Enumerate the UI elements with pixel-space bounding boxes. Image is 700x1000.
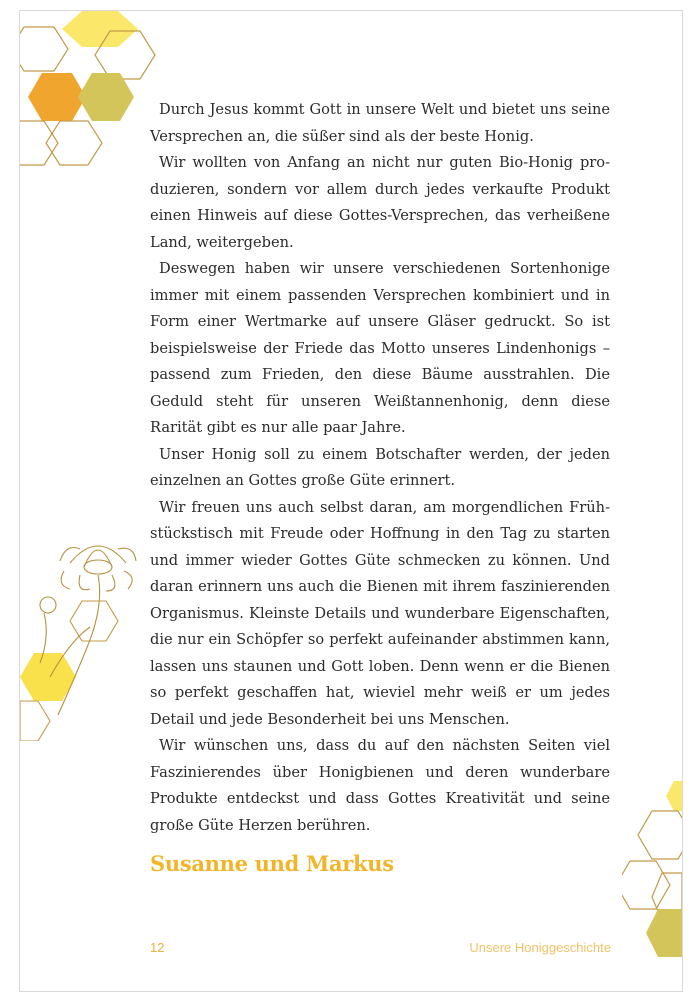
signature: Susanne und Markus — [150, 851, 394, 876]
paragraph: Wir wollten von Anfang an nicht nur guten Bio-Honig produzieren, sondern vor allem durch jedes verkaufte Produkt einen Hinweis auf diese Gottes-Versprechen, das verheißene Land, weitergeben. — [150, 154, 610, 251]
paragraph: Deswegen haben wir unsere verschiedenen Sortenhonige immer mit einem passenden Versprechen kombiniert und in Form einer Wertmarke auf unsere Gläser gedruckt. So ist beispielsweise der Friede das Motto unseres Lindenhonigs – passend zum Frieden, den diese Bäume ausstrahlen. Die Geduld steht für unseren Weißtannenhonig, denn diese Rarität gibt es nur alle paar Jahre. — [150, 260, 610, 436]
honeycomb-top-left-icon — [20, 11, 170, 191]
paragraph: Wir freuen uns auch selbst daran, am morgendlichen Frühstückstisch mit Freude oder Hoffnung in den Tag zu starten und immer wieder Gottes Güte schmecken zu können. Und daran erinnern uns auch die Bienen mit ihrem faszinierenden Organismus. Kleinste Details und wunderbare Eigenschaften, die nur ein Schöpfer so perfekt aufeinander abstimmen kann, lassen uns staunen und Gott loben. Denn wenn er die Bienen so perfekt geschaffen hat, wieviel mehr weiß er um jedes Detail und jede Besonderheit bei uns Menschen. — [150, 498, 610, 728]
daisy-flower-illustration — [20, 531, 140, 741]
book-page — [19, 10, 683, 992]
running-footer-title: Unsere Honiggeschichte — [469, 940, 611, 955]
paragraph: Wir wünschen uns, dass du auf den nächsten Seiten viel Faszinierendes über Honigbienen und deren wunderbare Produkte entdeckst und dass Gottes Kreativität und seine große Güte Herzen berühren. — [150, 737, 610, 834]
body-text — [150, 97, 610, 839]
page-number: 12 — [150, 940, 165, 955]
paragraph: Durch Jesus kommt Gott in unsere Welt und bietet uns seine Versprechen an, die süßer sind als der beste Honig. — [150, 101, 610, 145]
paragraph: Unser Honig soll zu einem Botschafter werden, der jeden einzelnen an Gottes große Güte erinnert. — [150, 445, 610, 489]
honeycomb-bottom-right-icon — [622, 781, 682, 961]
